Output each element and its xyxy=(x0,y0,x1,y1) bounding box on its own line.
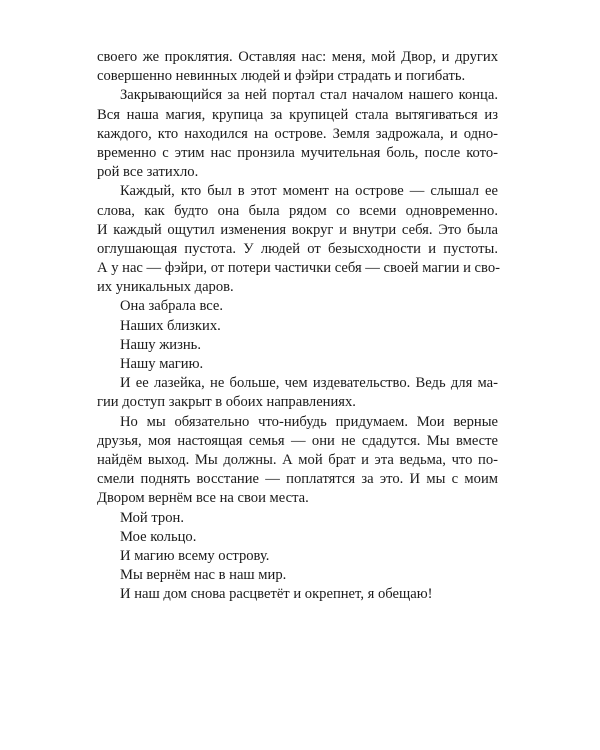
text-line: их уникальных даров. xyxy=(97,279,234,296)
text-line: каждого, кто находился на острове. Земля задрожала, и одно- xyxy=(97,125,498,142)
text-line: Мой трон. xyxy=(120,509,184,526)
text-line: гии доступ закрыт в обоих направлениях. xyxy=(97,394,356,411)
text-line: Нашу магию. xyxy=(120,356,204,372)
text-line: рой все затихло. xyxy=(97,164,199,181)
text-line: И ее лазейка, не больше, чем издевательство. Ведь для ма- xyxy=(120,375,498,392)
text-line: временно с этим нас пронзила мучительная боль, после кото- xyxy=(97,144,498,161)
text-line: совершенно невинных людей и фэйри страдать и погибать. xyxy=(97,68,466,85)
text-line: слова, как будто она была рядом со всеми одновременно. xyxy=(97,202,498,219)
text-line: Каждый, кто был в этот момент на острове — слышал ее xyxy=(120,183,498,200)
text-line: своего же проклятия. Оставляя нас: меня, мой Двор, и других xyxy=(97,49,498,65)
text-line: Мое кольцо. xyxy=(120,528,197,545)
text-line: И каждый ощутил изменения вокруг и внутри себя. Это была xyxy=(97,221,498,238)
text-line: И наш дом снова расцветёт и окрепнет, я обещаю! xyxy=(120,586,433,603)
text-line: Она забрала все. xyxy=(120,298,224,315)
text-line: Закрывающийся за ней портал стал началом нашего конца. xyxy=(120,87,498,104)
text-line: найдём выход. Мы должны. А мой брат и эта ведьма, что по- xyxy=(97,451,498,468)
text-line: Но мы обязательно что-нибудь придумаем. Мои верные xyxy=(120,413,498,430)
text-line: И магию всему острову. xyxy=(120,547,270,564)
text-line: Нашу жизнь. xyxy=(120,336,201,353)
text-line: Двором вернём все на свои места. xyxy=(97,490,309,507)
text-line: друзья, моя настоящая семья — они не сдадутся. Мы вместе xyxy=(97,432,498,449)
text-line: Наших близких. xyxy=(120,317,221,334)
body-text xyxy=(97,48,498,604)
text-line: А у нас — фэйри, от потери частички себя — своей магии и сво- xyxy=(97,260,500,277)
text-line: Мы вернём нас в наш мир. xyxy=(120,567,287,584)
text-line: оглушающая пустота. У людей от безысходности и пустоты. xyxy=(97,240,498,257)
text-line: Вся наша магия, крупица за крупицей стала вытягиваться из xyxy=(97,106,498,123)
text-line: смели поднять восстание — поплатятся за это. И мы с моим xyxy=(97,471,498,488)
